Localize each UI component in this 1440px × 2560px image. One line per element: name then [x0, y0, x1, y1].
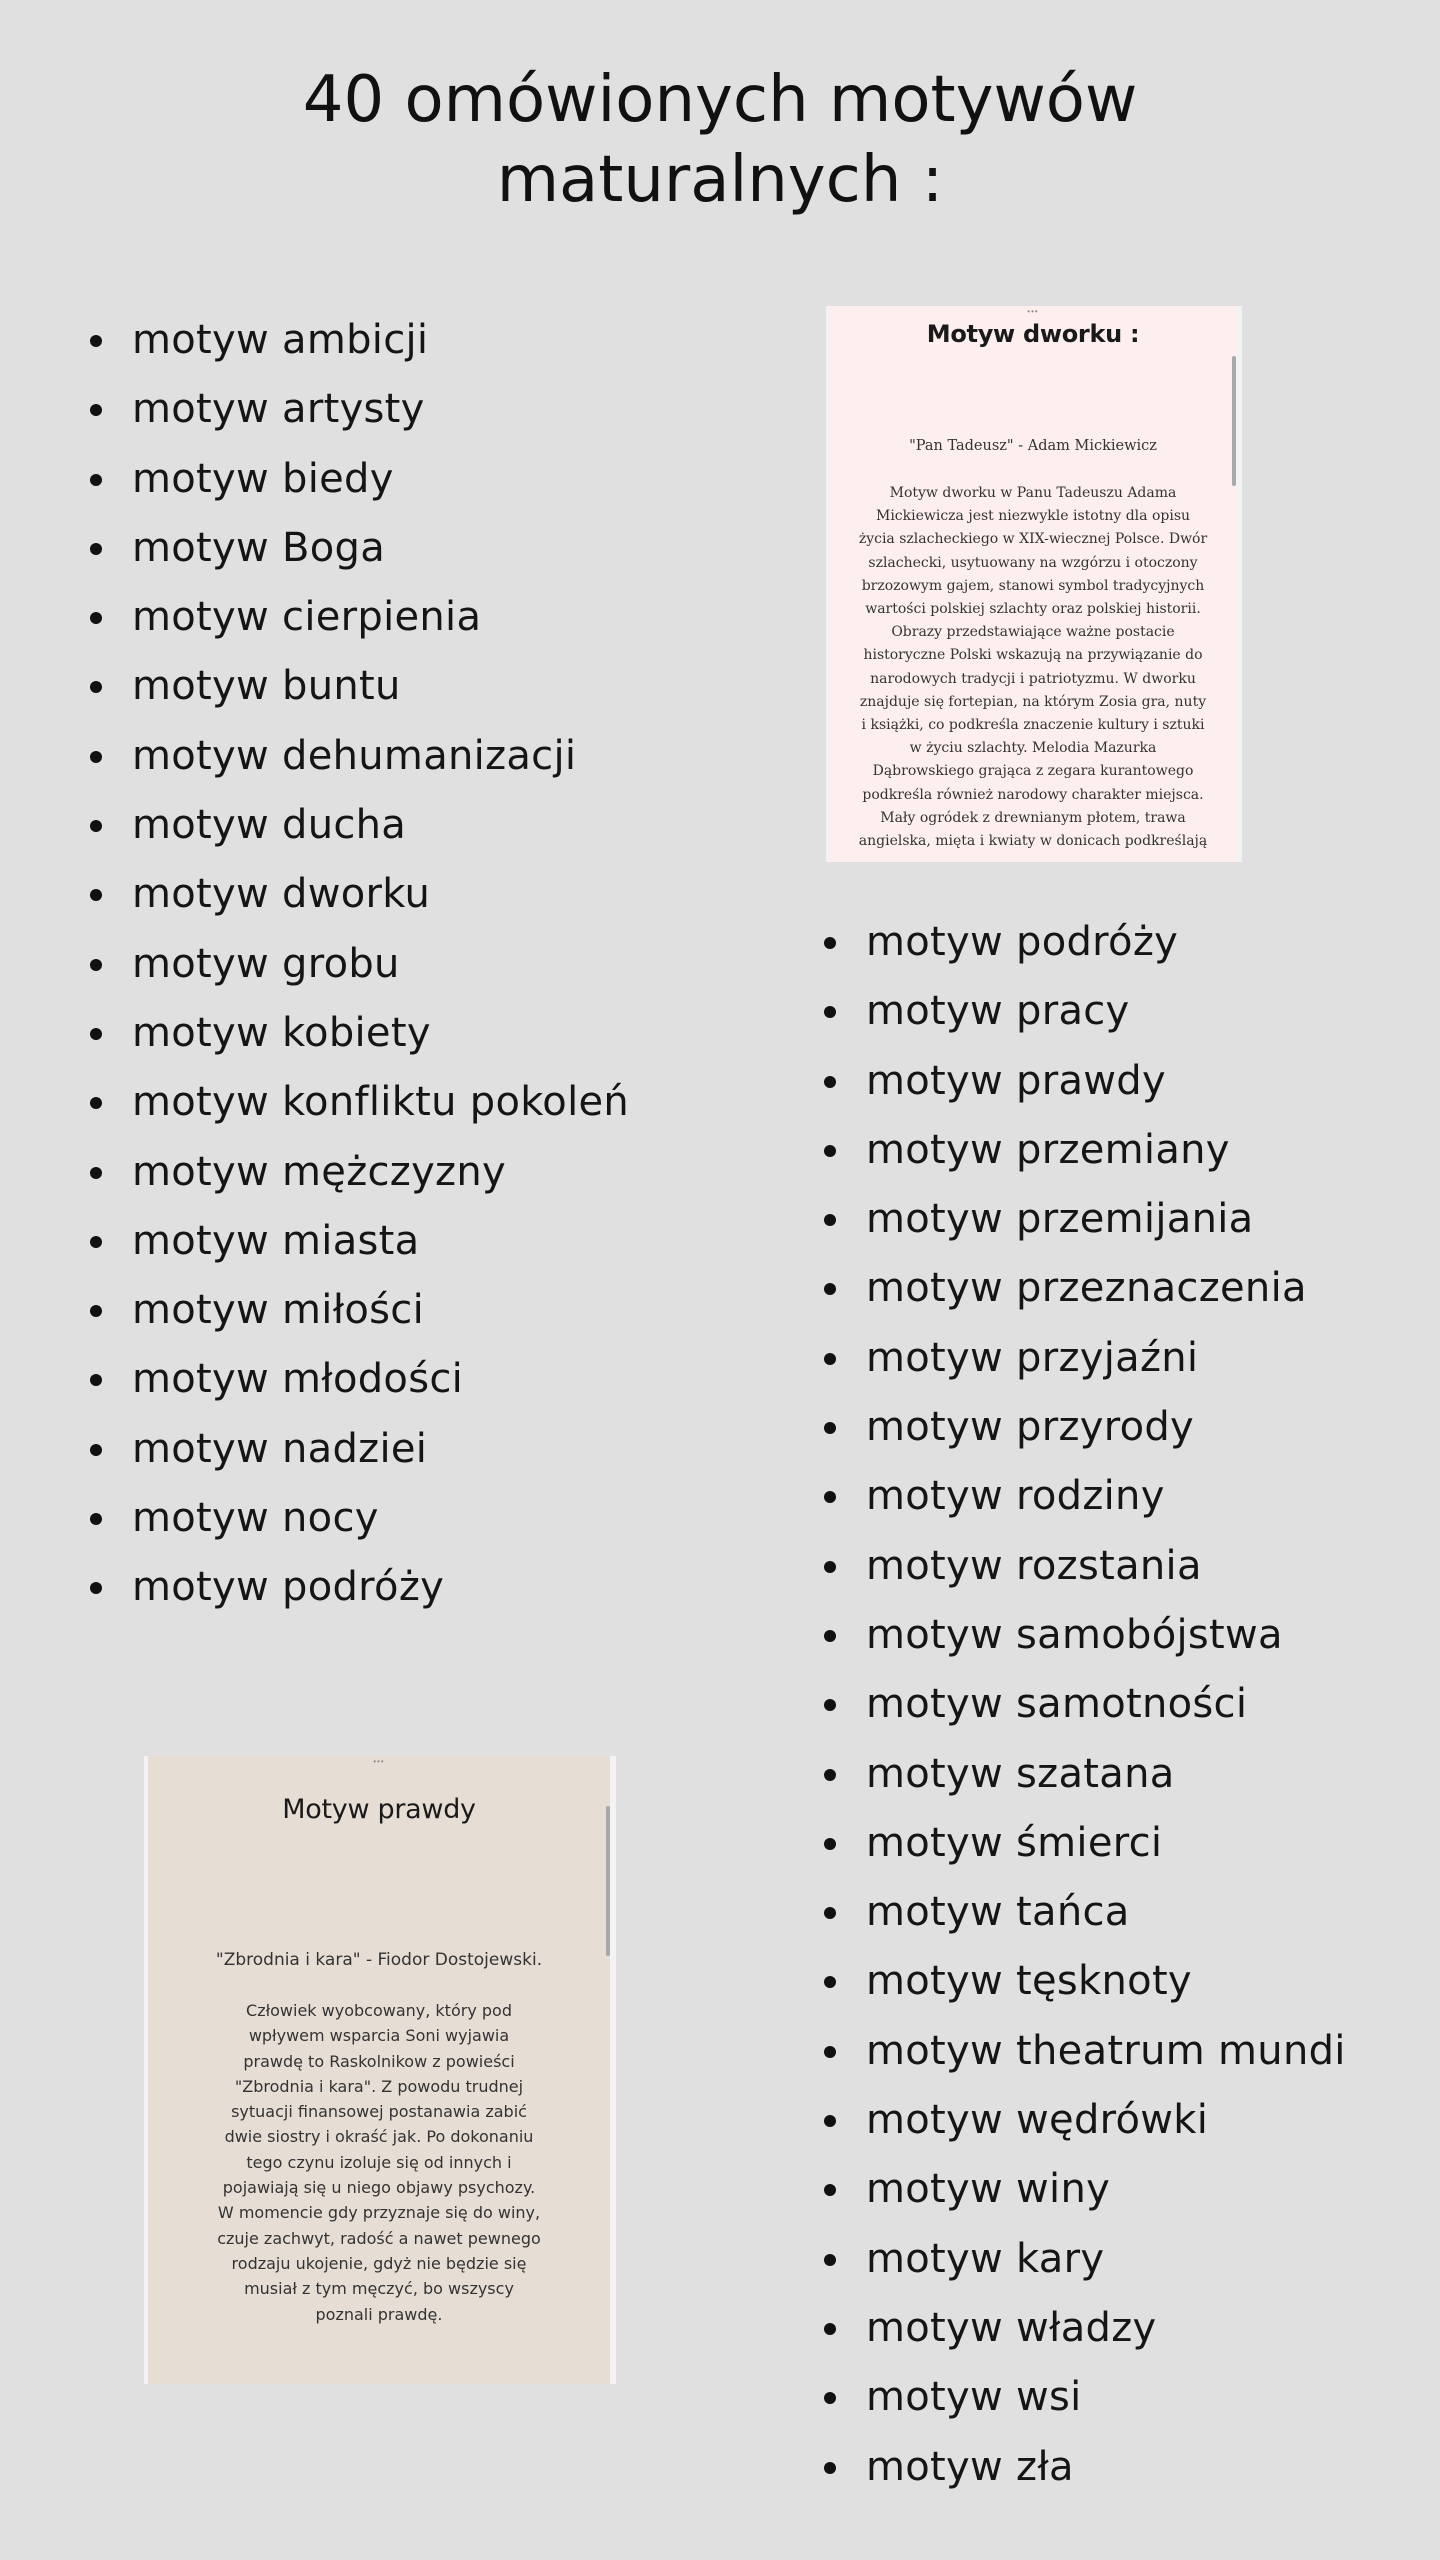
list-item: motyw samotności: [824, 1670, 1346, 1739]
card-heading: Motyw prawdy: [282, 1794, 476, 1825]
card-body-line: życia szlacheckiego w XIX-wiecznej Polsce. Dwór: [858, 531, 1208, 548]
list-item: motyw przyrody: [824, 1393, 1346, 1462]
card-body-line: wpływem wsparcia Soni wyjawia: [248, 2026, 510, 2046]
card-body-line: Obrazy przedstawiające ważne postacie: [891, 624, 1175, 641]
list-item: motyw samobójstwa: [824, 1601, 1346, 1670]
card-heading: Motyw dworku :: [926, 320, 1140, 348]
motif-list-left: [90, 306, 629, 1623]
card-body-line: i książki, co podkreśla znaczenie kultury i sztuki: [861, 717, 1205, 734]
list-item: motyw wsi: [824, 2363, 1346, 2432]
card-body-line: prawdę to Raskolnikow z powieści: [243, 2051, 515, 2071]
list-item: motyw przemijania: [824, 1185, 1346, 1254]
card-source: "Zbrodnia i kara" - Fiodor Dostojewski.: [215, 1950, 543, 1970]
card-body-line: w życiu szlachty. Melodia Mazurka: [909, 740, 1157, 757]
list-item: motyw zła: [824, 2433, 1346, 2502]
scrollbar[interactable]: [1232, 356, 1236, 486]
card-body-line: "Zbrodnia i kara". Z powodu trudnej: [234, 2076, 524, 2096]
card-body-line: znajduje się fortepian, na którym Zosia gra, nuty: [859, 693, 1207, 710]
card-body-line: narodowych tradycji i patriotyzmu. W dworku: [870, 670, 1196, 687]
list-item: motyw podróży: [824, 908, 1346, 977]
list-item: motyw nadziei: [90, 1415, 629, 1484]
list-item: motyw artysty: [90, 375, 629, 444]
list-item: motyw konfliktu pokoleń: [90, 1068, 629, 1137]
list-item: motyw przemiany: [824, 1116, 1346, 1185]
card-body-line: Motyw dworku w Panu Tadeuszu Adama: [889, 485, 1177, 501]
list-item: motyw wędrówki: [824, 2086, 1346, 2155]
list-item: motyw ducha: [90, 791, 629, 860]
list-item: motyw kary: [824, 2225, 1346, 2294]
list-item: motyw buntu: [90, 652, 629, 721]
list-item: motyw cierpienia: [90, 583, 629, 652]
list-item: motyw przeznaczenia: [824, 1254, 1346, 1323]
page-title-line-1: 40 omówionych motywów: [302, 63, 1138, 137]
list-item: motyw Boga: [90, 514, 629, 583]
card-body-line: musiał z tym męczyć, bo wszyscy: [244, 2279, 514, 2299]
list-item: motyw szatana: [824, 1740, 1346, 1809]
card-body: [844, 482, 1222, 853]
page-title-line-2: maturalnych :: [496, 143, 944, 217]
list-item: motyw mężczyzny: [90, 1138, 629, 1207]
list-item: motyw biedy: [90, 445, 629, 514]
list-item: motyw pracy: [824, 977, 1346, 1046]
card-body-line: podkreśla również narodowy charakter miejsca.: [862, 786, 1204, 803]
preview-card-dworek: [826, 306, 1242, 862]
list-item: motyw władzy: [824, 2294, 1346, 2363]
card-body-line: angielska, mięta i kwiaty w donicach podkreślają: [858, 833, 1208, 850]
card-body-line: W momencie gdy przyznaje się do winy,: [217, 2203, 541, 2223]
list-item: motyw tęsknoty: [824, 1947, 1346, 2016]
card-body-line: czuje zachwyt, radość a nawet pewnego: [217, 2228, 541, 2248]
card-body-line: dwie siostry i okraść jak. Po dokonaniu: [224, 2127, 534, 2147]
card-body-line: sytuacji finansowej postanawia zabić: [231, 2102, 527, 2122]
card-source: "Pan Tadeusz" - Adam Mickiewicz: [909, 438, 1157, 454]
card-body-line: Mickiewicza jest niezwykle istotny dla opisu: [875, 508, 1191, 525]
card-body-line: Mały ogródek z drewnianym płotem, trawa: [880, 809, 1186, 826]
card-body-line: szlachecki, usytuowany na wzgórzu i otoczony: [868, 554, 1198, 571]
list-item: motyw rozstania: [824, 1532, 1346, 1601]
card-body-line: wartości polskiej szlachty oraz polskiej historii.: [865, 601, 1201, 618]
list-item: motyw dehumanizacji: [90, 722, 629, 791]
card-body-line: Dąbrowskiego grająca z zegara kurantowego: [872, 763, 1194, 780]
list-item: motyw przyjaźni: [824, 1324, 1346, 1393]
list-item: motyw theatrum mundi: [824, 2017, 1346, 2086]
list-item: motyw dworku: [90, 860, 629, 929]
card-body: [174, 1998, 584, 2327]
list-item: motyw ambicji: [90, 306, 629, 375]
list-item: motyw grobu: [90, 930, 629, 999]
list-item: motyw miasta: [90, 1207, 629, 1276]
scrollbar[interactable]: [606, 1806, 610, 1956]
card-body-line: rodzaju ukojenie, gdyż nie będzie się: [231, 2253, 527, 2273]
card-body-line: pojawiają się u niego objawy psychozy.: [222, 2178, 536, 2198]
list-item: motyw kobiety: [90, 999, 629, 1068]
card-body-line: poznali prawdę.: [315, 2304, 443, 2324]
grip-dots-icon: •••: [1027, 307, 1039, 316]
list-item: motyw podróży: [90, 1553, 629, 1622]
list-item: motyw nocy: [90, 1484, 629, 1553]
list-item: motyw prawdy: [824, 1047, 1346, 1116]
preview-card-prawda: [144, 1756, 616, 2384]
list-item: motyw miłości: [90, 1276, 629, 1345]
list-item: motyw młodości: [90, 1345, 629, 1414]
card-body-line: tego czynu izoluje się od innych i: [246, 2152, 512, 2172]
list-item: motyw winy: [824, 2155, 1346, 2224]
card-body-line: historyczne Polski wskazują na przywiązanie do: [863, 647, 1203, 664]
list-item: motyw rodziny: [824, 1462, 1346, 1531]
grip-dots-icon: •••: [373, 1757, 385, 1766]
card-body-line: Człowiek wyobcowany, który pod: [246, 2001, 512, 2020]
motif-list-right: [824, 908, 1346, 2502]
card-body-line: brzozowym gajem, stanowi symbol tradycyjnych: [861, 577, 1205, 594]
list-item: motyw tańca: [824, 1878, 1346, 1947]
list-item: motyw śmierci: [824, 1809, 1346, 1878]
page-title: [0, 60, 1440, 220]
